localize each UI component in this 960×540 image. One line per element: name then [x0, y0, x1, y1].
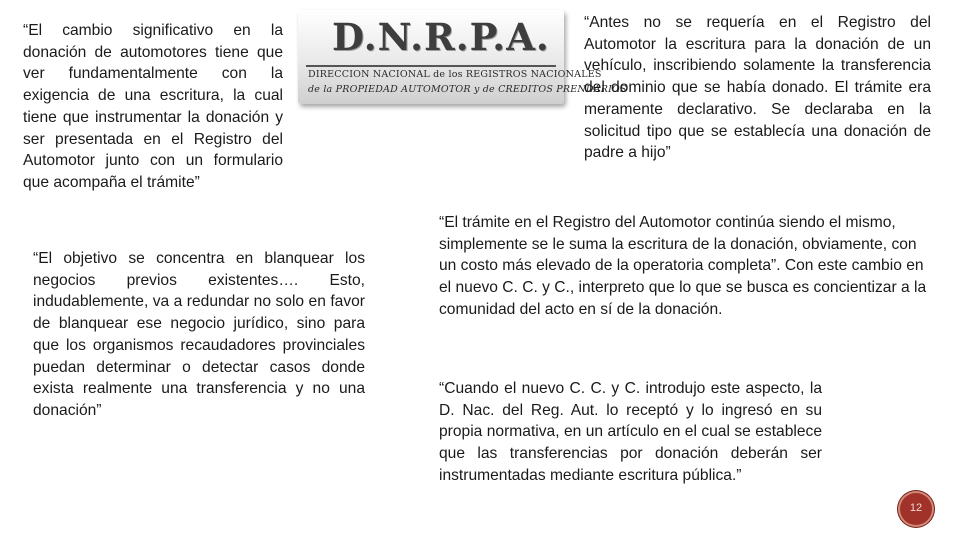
- logo-subtitle-line-1: DIRECCION NACIONAL de los REGISTROS NACIONALES: [308, 69, 602, 80]
- dnrpa-logo: [298, 10, 627, 104]
- quote-tramite-registro: “El trámite en el Registro del Automotor continúa siendo el mismo, simplemente se le suma la escritura de la donación, obviamente, con un costo más elevado de la operatoria completa”. Con este cambio en el nuevo C. C. y C., interpreto que lo que se busca es concientizar a la comunidad del acto en sí de la donación.: [439, 214, 927, 318]
- logo-title: D.N.R.P.A.: [332, 15, 550, 59]
- page-number: 12: [909, 502, 923, 514]
- quote-antes-no-se-requeria: “Antes no se requería en el Registro del Automotor la escritura para la donación de un vehículo, inscribiendo solamente la transferencia del dominio que se había donado. El trámite era meramente declarativo. Se declaraba en la solicitud tipo que se establecía una donación de padre a hijo”: [584, 14, 931, 162]
- quote-exigencia-escritura: “El cambio significativo en la donación de automotores tiene que ver fundamentalmente con la exigencia de una escritura, la cual tiene que instrumentar la donación y ser presentada en el Registro del Automotor junto con un formulario que acompaña el trámite”: [23, 22, 283, 191]
- quote-nuevo-codigo: “Cuando el nuevo C. C. y C. introdujo este aspecto, la D. Nac. del Reg. Aut. lo receptó y lo ingresó en su propia normativa, en un artículo en el cual se establece que las transferencias por donación deberán ser instrumentadas mediante escritura pública.”: [439, 380, 822, 484]
- quote-objetivo-blanquear: “El objetivo se concentra en blanquear los negocios previos existentes…. Esto, indudablemente, va a redundar no solo en favor de blanquear ese negocio jurídico, sino para que los organismos recaudadores provinciales puedan determinar o detectar casos donde exista realmente una transferencia y no una donación”: [33, 250, 365, 419]
- logo-divider: [306, 65, 556, 67]
- page-number-badge: [900, 493, 932, 525]
- logo-subtitle-line-2: de la PROPIEDAD AUTOMOTOR y de CREDITOS PRENDARIOS: [308, 84, 627, 95]
